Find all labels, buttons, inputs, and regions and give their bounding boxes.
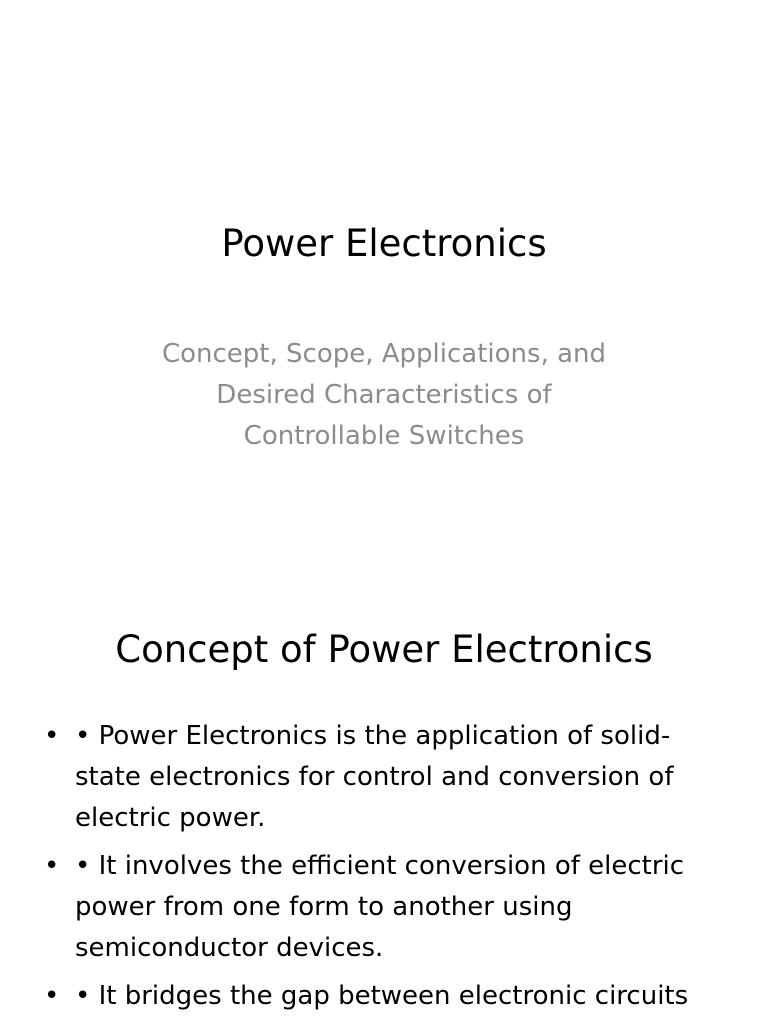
slide-title: Power Electronics	[221, 222, 547, 265]
bullet-line: state electronics for control and conversion of	[75, 762, 674, 792]
bullet-item	[44, 976, 734, 1017]
bullet-line: semiconductor devices.	[75, 933, 384, 963]
bullet-line: • Power Electronics is the application of solid-	[75, 721, 671, 751]
bullet-list	[44, 716, 734, 1024]
bullet-line: • It bridges the gap between electronic circuits	[75, 981, 689, 1011]
bullet-line: electric power.	[75, 803, 266, 833]
bullet-marker: •	[44, 981, 60, 1011]
subtitle-line: Controllable Switches	[243, 421, 525, 451]
bullet-line: power from one form to another using	[75, 892, 573, 922]
subtitle-line: Concept, Scope, Applications, and	[161, 339, 607, 369]
bullet-item	[44, 716, 734, 839]
subtitle-line: Desired Characteristics of	[216, 380, 552, 410]
slide-subtitle	[120, 334, 648, 457]
bullet-line: • It involves the efficient conversion of electric	[75, 851, 685, 881]
bullet-item	[44, 846, 734, 969]
bullet-marker: •	[44, 851, 60, 881]
section-title: Concept of Power Electronics	[115, 628, 653, 671]
bullet-marker: •	[44, 721, 60, 751]
